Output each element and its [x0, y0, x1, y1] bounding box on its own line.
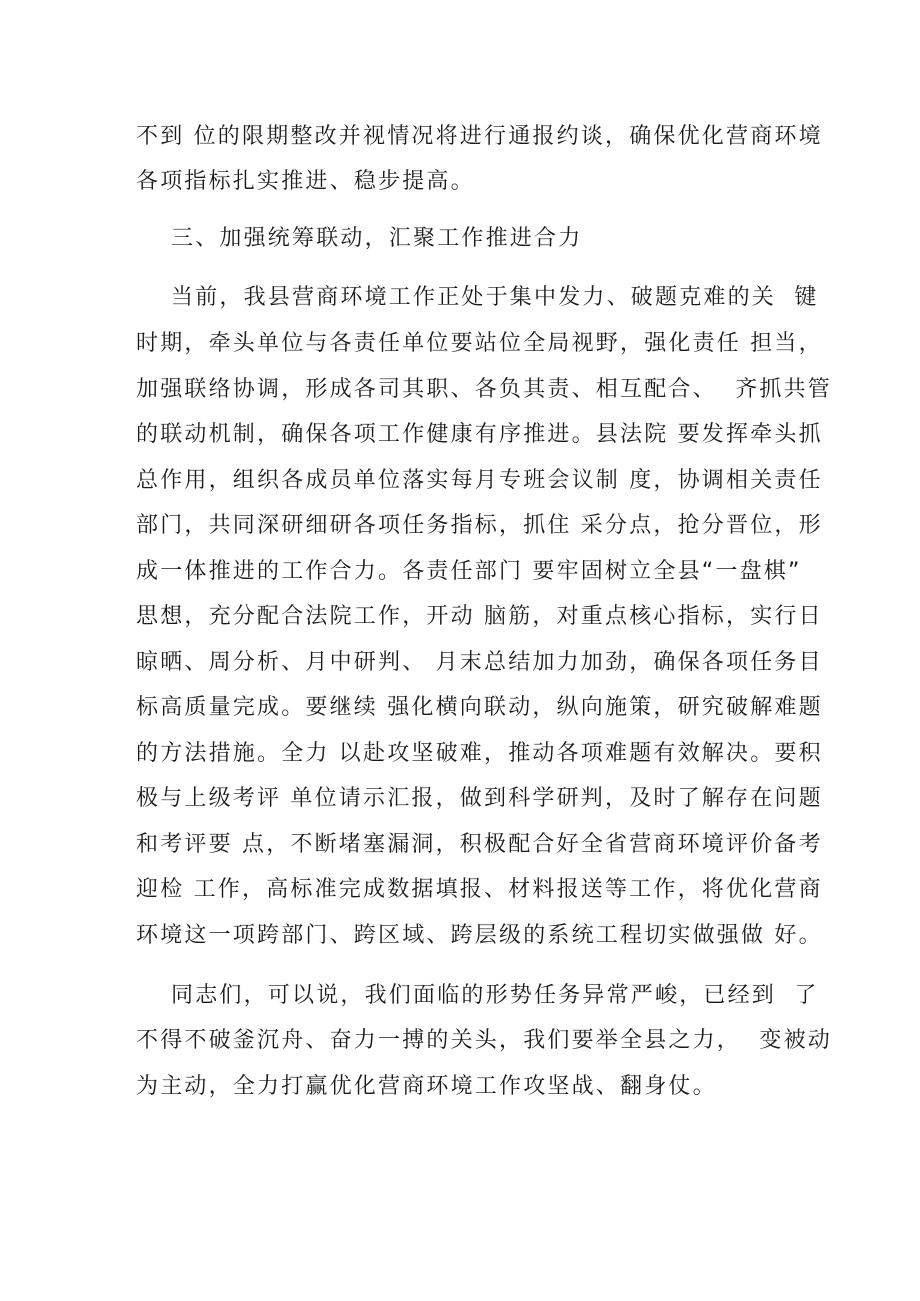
paragraph-3-line-3: 为主动，全力打赢优化营商环境工作攻坚战、翻身仗。	[136, 1074, 717, 1099]
paragraph-2-line-12: 极与上级考评 单位请示汇报，做到科学研判，及时了解存在问题	[136, 786, 823, 811]
paragraph-2-line-5: 总作用，组织各成员单位落实每月专班会议制 度，协调相关责任	[136, 468, 823, 493]
paragraph-2-line-14: 迎检 工作，高标准完成数据填报、材料报送等工作，将优化营商	[136, 877, 823, 902]
paragraph-2-line-10: 标高质量完成。要继续 强化横向联动，纵向施策，研究破解难题	[136, 695, 823, 720]
paragraph-2-line-7: 成一体推进的工作合力。各责任部门 要牢固树立全县“一盘棋”	[136, 559, 802, 584]
paragraph-2-line-9: 晾晒、周分析、月中研判、 月末总结加力加劲，确保各项任务目	[136, 650, 823, 675]
paragraph-3-line-2: 不得不破釜沉舟、奋力一搏的关头，我们要举全县之力， 变被动	[136, 1028, 832, 1053]
paragraph-2-line-11: 的方法措施。全力 以赴攻坚破难，推动各项难题有效解决。要积	[136, 741, 823, 766]
paragraph-2-line-8: 思想，充分配合法院工作，开动 脑筋，对重点核心指标，实行日	[136, 604, 823, 629]
paragraph-2-line-15: 环境这一项跨部门、跨区域、跨层级的系统工程切实做强做 好。	[136, 923, 823, 948]
paragraph-2-line-3: 加强联络协调，形成各司其职、各负其责、相互配合、 齐抓共管	[136, 377, 832, 402]
paragraph-1-line-1: 不到 位的限期整改并视情况将进行通报约谈，确保优化营商环境	[136, 124, 823, 149]
paragraph-2-line-4: 的联动机制，确保各项工作健康有序推进。县法院 要发挥牵头抓	[136, 422, 823, 447]
paragraph-2-line-1: 当前，我县营商环境工作正处于集中发力、破题克难的关 键	[171, 285, 819, 310]
paragraph-2-line-6: 部门，共同深研细研各项任务指标，抓住 采分点，抢分晋位，形	[136, 513, 823, 538]
paragraph-1-line-2: 各项指标扎实推进、稳步提高。	[136, 169, 475, 194]
section-heading: 三、加强统筹联动，汇聚工作推进合力	[171, 226, 583, 251]
paragraph-2-line-2: 时期，牵头单位与各责任单位要站位全局视野，强化责任 担当，	[136, 331, 823, 356]
paragraph-2-line-13: 和考评要 点，不断堵塞漏洞，积极配合好全省营商环境评价备考	[136, 832, 823, 857]
paragraph-3-line-1: 同志们，可以说，我们面临的形势任务异常严峻，已经到 了	[171, 983, 819, 1008]
